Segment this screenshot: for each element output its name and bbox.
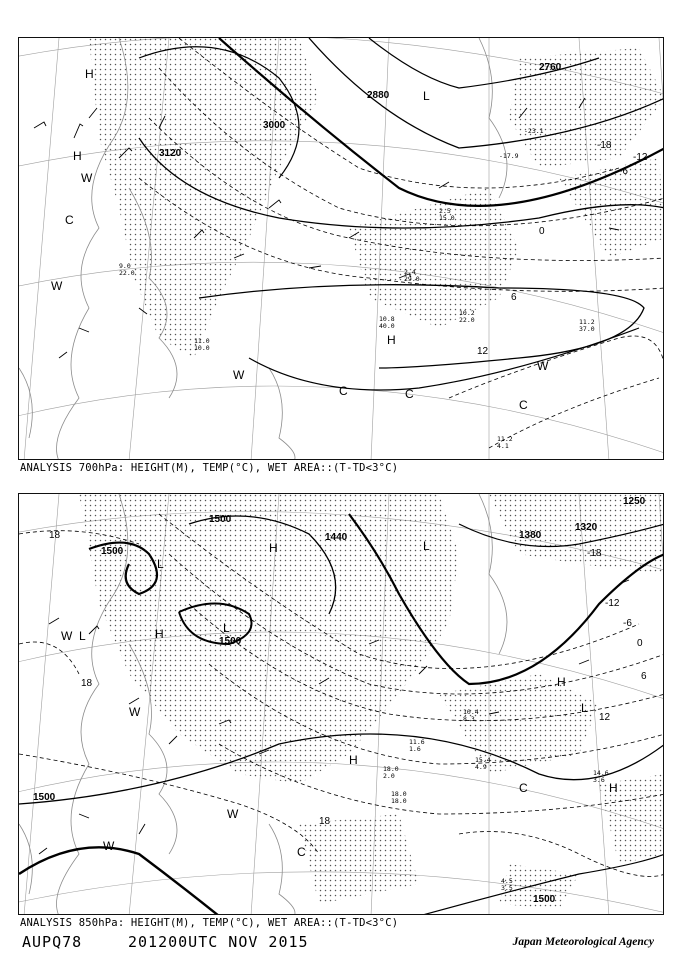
cold-marker: C xyxy=(519,398,528,412)
map-700hpa xyxy=(19,38,664,460)
low-center: L xyxy=(423,539,430,553)
station-value: 2.5 xyxy=(439,207,451,215)
isotherm-label: -18 xyxy=(587,548,602,559)
isotherm-label: 6 xyxy=(641,671,647,682)
isotherm-label: -6 xyxy=(623,618,632,629)
cold-marker: C xyxy=(65,213,74,227)
height-label: 1500 xyxy=(533,894,556,905)
low-center: L xyxy=(223,621,230,635)
station-value: 18.0 xyxy=(391,790,407,798)
station-value: 2.4 xyxy=(404,268,416,276)
station-value: 3.6 xyxy=(593,776,605,784)
height-label: 1380 xyxy=(519,530,542,541)
isotherm-label: -18 xyxy=(597,140,612,151)
station-value: 22.0 xyxy=(119,269,135,277)
warm-marker: W xyxy=(51,279,63,293)
isotherm-label: 18 xyxy=(319,816,331,827)
low-center: L xyxy=(581,701,588,715)
station-value: 10.0 xyxy=(194,344,210,352)
station-value: 15.0 xyxy=(439,214,455,222)
height-label: 1500 xyxy=(101,546,124,557)
station-value: 9.0 xyxy=(119,262,131,270)
cold-marker: C xyxy=(297,845,306,859)
height-label: 1500 xyxy=(219,636,242,647)
isotherm-label: -12 xyxy=(605,598,620,609)
warm-marker: W xyxy=(81,171,93,185)
valid-time: 201200UTC NOV 2015 xyxy=(128,933,309,951)
isotherm-label: 0 xyxy=(539,226,545,237)
high-center: H xyxy=(609,781,618,795)
high-center: H xyxy=(73,149,82,163)
station-value: 4.5 xyxy=(501,877,513,885)
low-center: L xyxy=(157,557,164,571)
warm-marker: W xyxy=(537,359,549,373)
isotherm-label: 12 xyxy=(599,712,611,723)
height-label: 3000 xyxy=(263,120,286,131)
station-value: -17.9 xyxy=(499,152,519,160)
height-label: 2880 xyxy=(367,90,390,101)
high-center: H xyxy=(269,541,278,555)
map-850hpa xyxy=(19,494,664,915)
agency-name: Japan Meteorological Agency xyxy=(512,936,654,948)
warm-marker: W xyxy=(227,807,239,821)
height-label: 2760 xyxy=(539,62,562,73)
station-value: 18.0 xyxy=(383,765,399,773)
chart-850hpa xyxy=(18,493,664,915)
high-center: H xyxy=(387,333,396,347)
station-value: 10.2 xyxy=(459,309,475,317)
station-value: 14.6 xyxy=(593,769,609,777)
low-center: L xyxy=(79,629,86,643)
station-value: -23.1 xyxy=(524,127,544,135)
isotherm-label: 18 xyxy=(49,530,61,541)
caption-700hpa: ANALYSIS 700hPa: HEIGHT(M), TEMP(°C), WET AREA::(T-TD<3°C) xyxy=(20,462,399,474)
station-value: 11.2 xyxy=(579,318,595,326)
height-label: 1250 xyxy=(623,496,646,507)
warm-marker: W xyxy=(103,839,115,853)
height-label: 1500 xyxy=(33,792,56,803)
station-value: 11.2 xyxy=(497,435,513,443)
station-value: 11.6 xyxy=(409,738,425,746)
station-value: 10.4 xyxy=(463,708,479,716)
station-value: 1.6 xyxy=(409,745,421,753)
cold-marker: C xyxy=(519,781,528,795)
station-value: 3.5 xyxy=(501,884,513,892)
warm-marker: W xyxy=(129,705,141,719)
height-label: 1320 xyxy=(575,522,598,533)
height-label: 1500 xyxy=(209,514,232,525)
station-value: 40.0 xyxy=(379,322,395,330)
isotherm-label: 0 xyxy=(637,638,643,649)
station-value: 4.1 xyxy=(497,442,509,450)
station-value: 29.0 xyxy=(404,275,420,283)
high-center: H xyxy=(155,627,164,641)
isotherm-label: 6 xyxy=(511,292,517,303)
high-center: H xyxy=(557,675,566,689)
low-center: L xyxy=(423,89,430,103)
station-value: 2.0 xyxy=(383,772,395,780)
isotherm-label: -12 xyxy=(633,152,648,163)
cold-marker: C xyxy=(405,387,414,401)
station-value: 18.0 xyxy=(391,797,407,805)
warm-marker: W xyxy=(233,368,245,382)
chart-700hpa xyxy=(18,37,664,460)
warm-marker: W xyxy=(61,629,73,643)
isotherm-label: -6 xyxy=(619,166,628,177)
high-center: H xyxy=(349,753,358,767)
cold-marker: C xyxy=(339,384,348,398)
station-value: 15.4 xyxy=(475,756,491,764)
isotherm-label: 18 xyxy=(81,678,93,689)
chart-code: AUPQ78 xyxy=(22,933,83,951)
caption-850hpa: ANALYSIS 850hPa: HEIGHT(M), TEMP(°C), WET AREA::(T-TD<3°C) xyxy=(20,917,399,929)
high-center: H xyxy=(85,67,94,81)
isotherm-label: 12 xyxy=(477,346,489,357)
height-label: 1440 xyxy=(325,532,348,543)
station-value: 10.8 xyxy=(379,315,395,323)
station-value: 37.0 xyxy=(579,325,595,333)
wet-area-850 xyxy=(79,494,664,909)
station-value: 8.3 xyxy=(463,715,475,723)
station-value: 11.0 xyxy=(194,337,210,345)
station-value: 22.0 xyxy=(459,316,475,324)
height-label: 3120 xyxy=(159,148,182,159)
station-value: 4.9 xyxy=(475,763,487,771)
